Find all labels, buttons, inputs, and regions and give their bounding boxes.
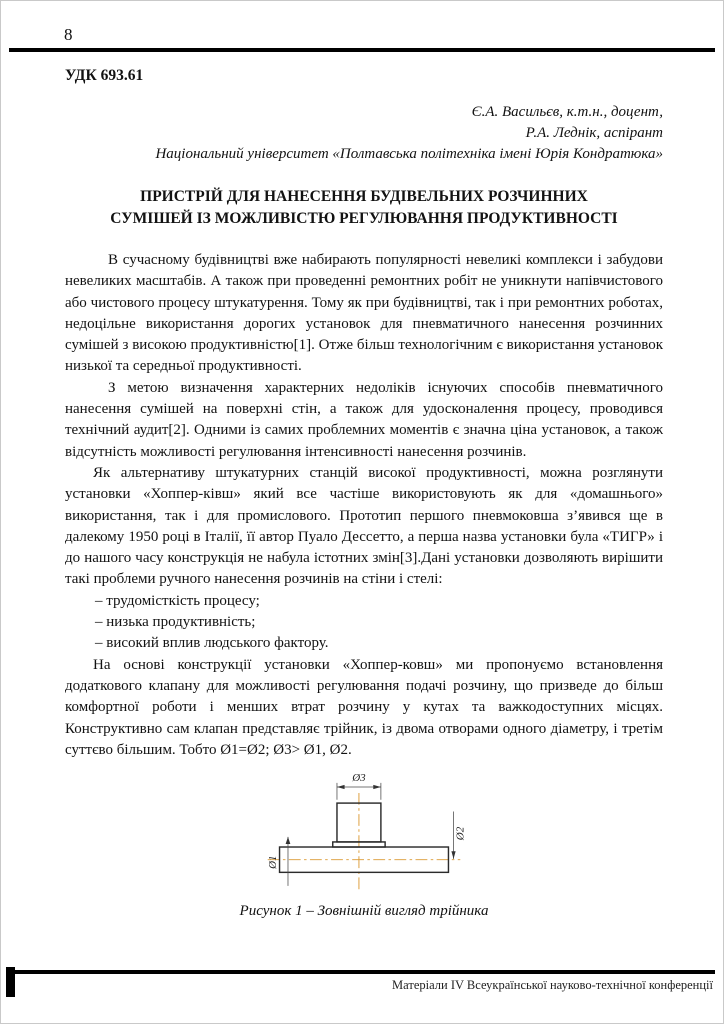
dim-label-d2: Ø2 (454, 826, 467, 841)
dimension-d2 (451, 812, 466, 859)
figure-caption: Рисунок 1 – Зовнішній вигляд трійника (239, 903, 489, 920)
paper-title-line: ПРИСТРІЙ ДЛЯ НАНЕСЕННЯ БУДІВЕЛЬНИХ РОЗЧИННИХ (140, 188, 588, 205)
bullet-list (65, 591, 663, 655)
body-paragraph: На основі конструкції установки «Хоппер-ковш» ми пропонуємо встановлення додаткового клапану для можливості регулювання подачі розчину, що призведе до більш комфортної роботи і менших втрат розчину у кутах та важкодоступних місцях. Конструктивно сам клапан представляє трійник, із двома отворами одного діаметру, і третім суттєво більшим. Тобто Ø1=Ø2; Ø3> Ø1, Ø2. (65, 656, 663, 758)
tee-outline (280, 803, 449, 872)
footer-text: Матеріали IV Всеукраїнської науково-технічної конференції (392, 978, 713, 992)
bullet-item: – високий вплив людського фактору. (95, 635, 329, 652)
bullet-item: – трудомісткість процесу; (95, 592, 260, 609)
top-rule (9, 48, 715, 52)
udc-label: УДК 693.61 (65, 67, 144, 84)
body-paragraph: В сучасному будівництві вже набирають популярності невеликі комплекси і забудови невеликих масштабів. А також при проведенні ремонтних робіт не уникнути напівчистового або чистового процесу штукатурення. Тому як при будівництві, так і при ремонтних роботах, недоцільне використання дорогих установок для пневматичного нанесення розчинних сумішей з високою продуктивністю[1]. Отже більш технологічним є використання установок низької та середньої продуктивності. (65, 252, 663, 375)
tee-fitting-drawing (254, 771, 474, 896)
body-paragraph: З метою визначення характерних недоліків існуючих способів пневматичного нанесення сумішей на поверхні стін, а також для удосконалення процесу, проводився технічний аудит[2]. Одними із самих проблемних моментів є значна ціна установок, а також відсутність можливості регулювання інтенсивності нанесення розчинів. (65, 379, 663, 460)
centerlines (268, 793, 461, 889)
footer-rule (9, 970, 715, 974)
page-content (65, 61, 663, 920)
page-number: 8 (64, 25, 73, 44)
paper-title (65, 186, 663, 230)
affiliation-line: Національний університет «Полтавська політехніка імені Юрія Кондратюка» (155, 146, 663, 162)
dim-label-d1: Ø1 (267, 855, 280, 870)
dim-label-d3: Ø3 (352, 772, 366, 785)
author-line: Є.А. Васильєв, к.т.н., доцент, (471, 104, 663, 120)
body-paragraph: Як альтернативу штукатурних станцій високої продуктивності, можна розглянути установки «Хоппер-ківш» який все частіше використовують як для «домашнього» використання, так і для промислового. Прототип першого пневмоковша з’явився ще в далекому 1950 році в Італії, її автор Пуало Дессетто, а перша назва установки була «ТИГР» і до нашого часу конструкція не набула істотних змін[3].Дані установки дозволяють вирішити такі проблеми ручного нанесення розчинів на стіни і стелі: (65, 464, 663, 588)
author-line: Р.А. Леднік, аспірант (525, 125, 663, 141)
bullet-item: – низька продуктивність; (95, 614, 256, 631)
authors-block (65, 102, 663, 165)
figure-block (65, 771, 663, 920)
paper-title-line: СУМІШЕЙ ІЗ МОЖЛИВІСТЮ РЕГУЛЮВАННЯ ПРОДУКТИВНОСТІ (110, 210, 618, 227)
dimension-d1 (267, 837, 290, 886)
